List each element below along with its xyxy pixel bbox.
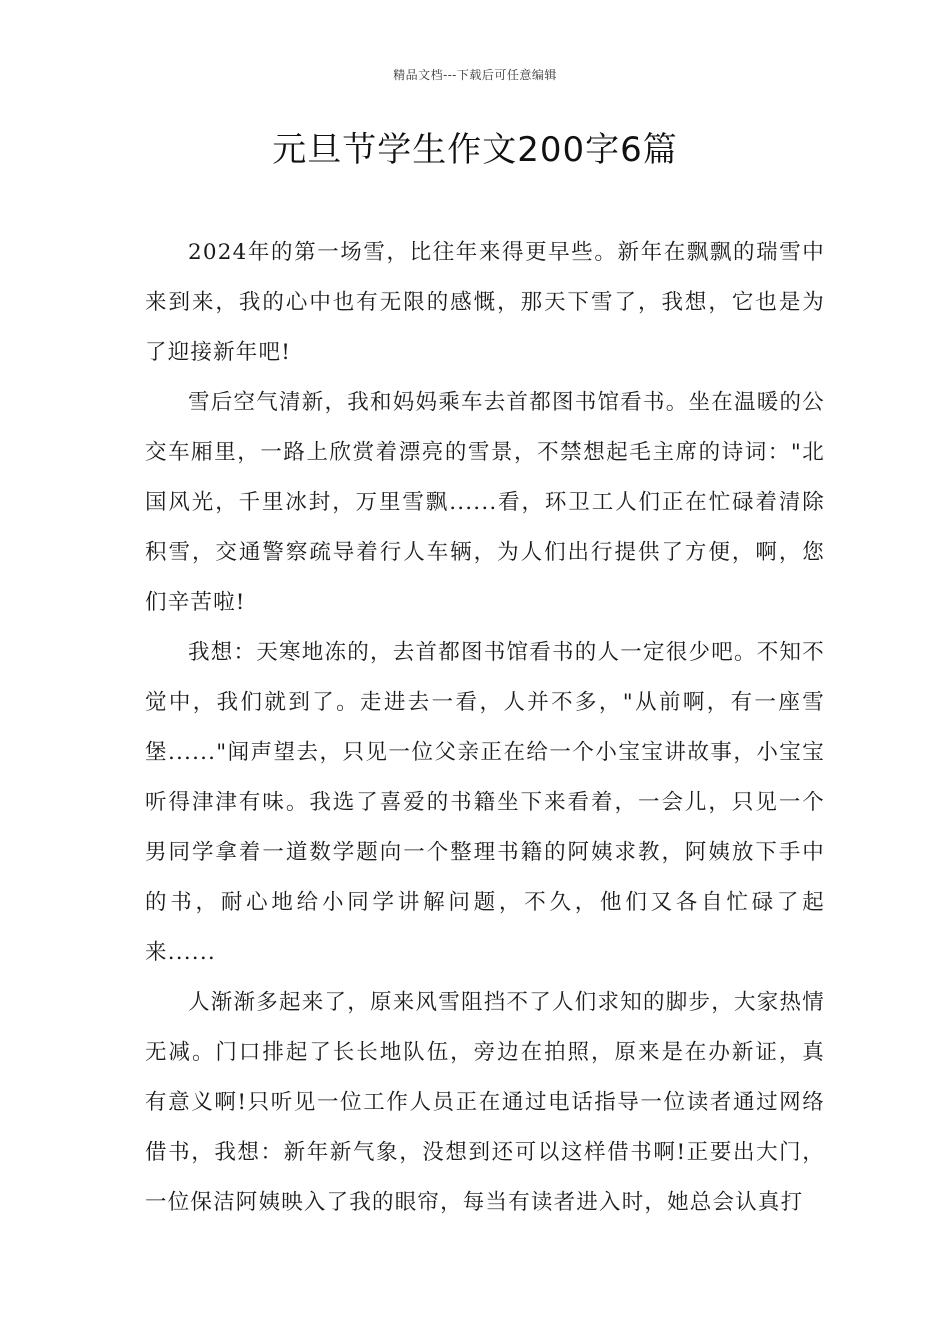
- paragraph-4: 人渐渐多起来了，原来风雪阻挡不了人们求知的脚步，大家热情无减。门口排起了长长地队伍，旁边在拍照，原来是在办新证，真有意义啊!只听见一位工作人员正在通过电话指导一位读者通过网络借书，我想：新年新气象，没想到还可以这样借书啊!正要出大门，一位保洁阿姨映入了我的眼帘，每当有读者进入时，她总会认真打: [145, 990, 825, 1215]
- document-body: [145, 228, 825, 1228]
- paragraph-1: 2024年的第一场雪，比往年来得更早些。新年在飘飘的瑞雪中来到来，我的心中也有无限的感慨，那天下雪了，我想，它也是为了迎接新年吧!: [145, 240, 825, 365]
- paragraph-3: 我想：天寒地冻的，去首都图书馆看书的人一定很少吧。不知不觉中，我们就到了。走进去一看，人并不多，"从前啊，有一座雪堡......"闻声望去，只见一位父亲正在给一个小宝宝讲故事，小宝宝听得津津有味。我选了喜爱的书籍坐下来看着，一会儿，只见一个男同学拿着一道数学题向一个整理书籍的阿姨求教，阿姨放下手中的书，耐心地给小同学讲解问题，不久，他们又各自忙碌了起来......: [145, 640, 825, 965]
- paragraph-2: 雪后空气清新，我和妈妈乘车去首都图书馆看书。坐在温暖的公交车厢里，一路上欣赏着漂亮的雪景，不禁想起毛主席的诗词："北国风光，千里冰封，万里雪飘......看，环卫工人们正在忙碌着清除积雪，交通警察疏导着行人车辆，为人们出行提供了方便，啊，您们辛苦啦!: [145, 390, 825, 615]
- page-header-note: 精品文档---下载后可任意编辑: [393, 68, 557, 82]
- document-title: 元旦节学生作文200字6篇: [272, 130, 678, 170]
